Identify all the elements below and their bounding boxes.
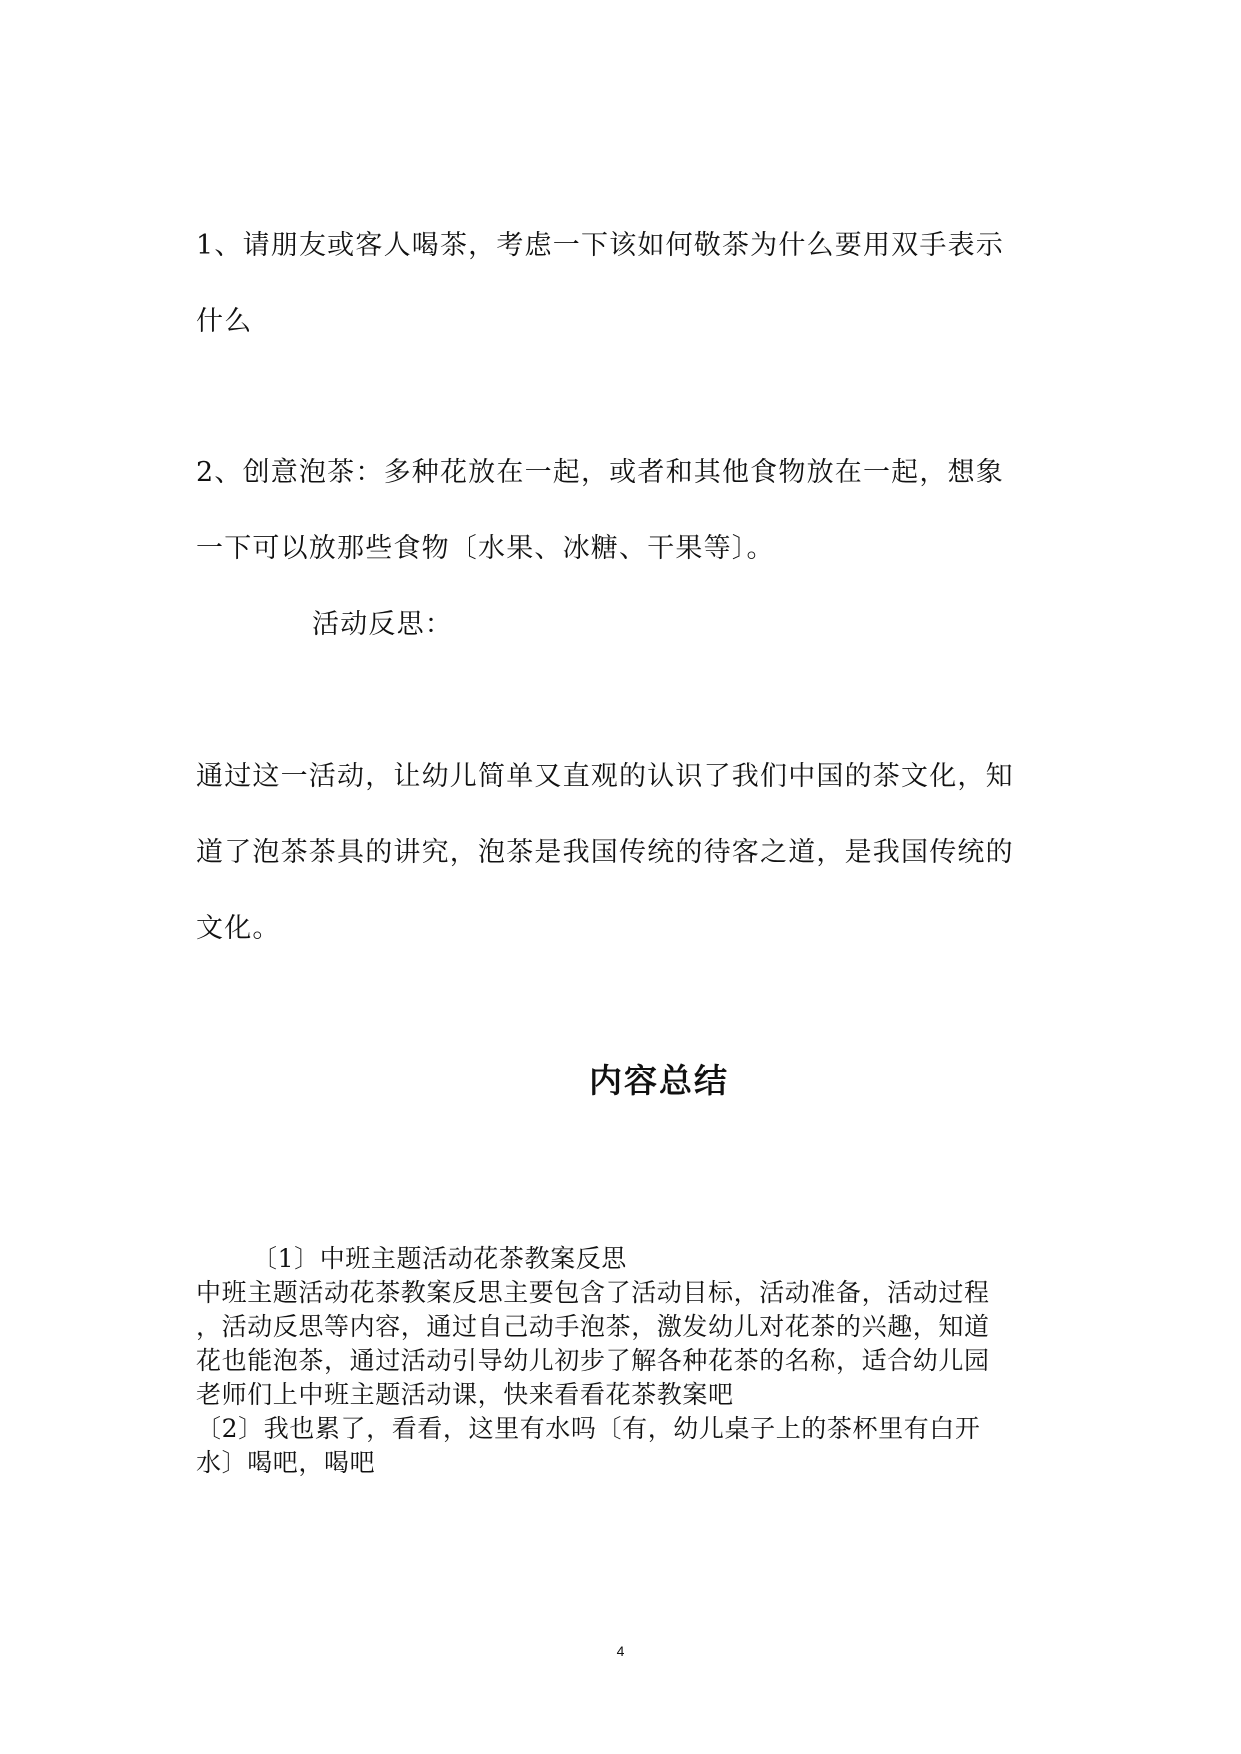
item2-line2: 一下可以放那些食物〔水果、冰糖、干果等〕。 [196,533,775,564]
reflection-heading: 活动反思： [312,609,453,640]
reflection-line1: 通过这一活动，让幼儿简单又直观的认识了我们中国的茶文化，知 [196,761,1014,792]
reflection-line2: 道了泡茶茶具的讲究，泡茶是我国传统的待客之道，是我国传统的 [196,837,1014,868]
summary-line: 〔2〕我也累了，看看，这里有水吗〔有，幼儿桌子上的茶杯里有白开 [196,1414,981,1443]
summary-line: 老师们上中班主题活动课，快来看看花茶教案吧 [196,1380,734,1409]
item2-line1: 2、创意泡茶：多种花放在一起，或者和其他食物放在一起，想象 [196,457,1004,488]
summary-line: 中班主题活动花茶教案反思主要包含了活动目标，活动准备，活动过程 [196,1278,990,1307]
summary-line: 〔1〕中班主题活动花茶教案反思 [252,1244,627,1273]
summary-line: ，活动反思等内容，通过自己动手泡茶，激发幼儿对花茶的兴趣，知道 [196,1312,990,1341]
summary-line: 水〕喝吧，喝吧 [196,1448,376,1477]
summary-title: 内容总结 [589,1061,729,1100]
reflection-line3: 文化。 [196,913,281,944]
item1-line2: 什么 [196,306,253,337]
summary-line: 花也能泡茶，通过活动引导幼儿初步了解各种花茶的名称，适合幼儿园 [196,1346,990,1375]
item1-line1: 1、请朋友或客人喝茶，考虑一下该如何敬茶为什么要用双手表示 [196,230,1004,261]
page-number: 4 [616,1643,625,1659]
